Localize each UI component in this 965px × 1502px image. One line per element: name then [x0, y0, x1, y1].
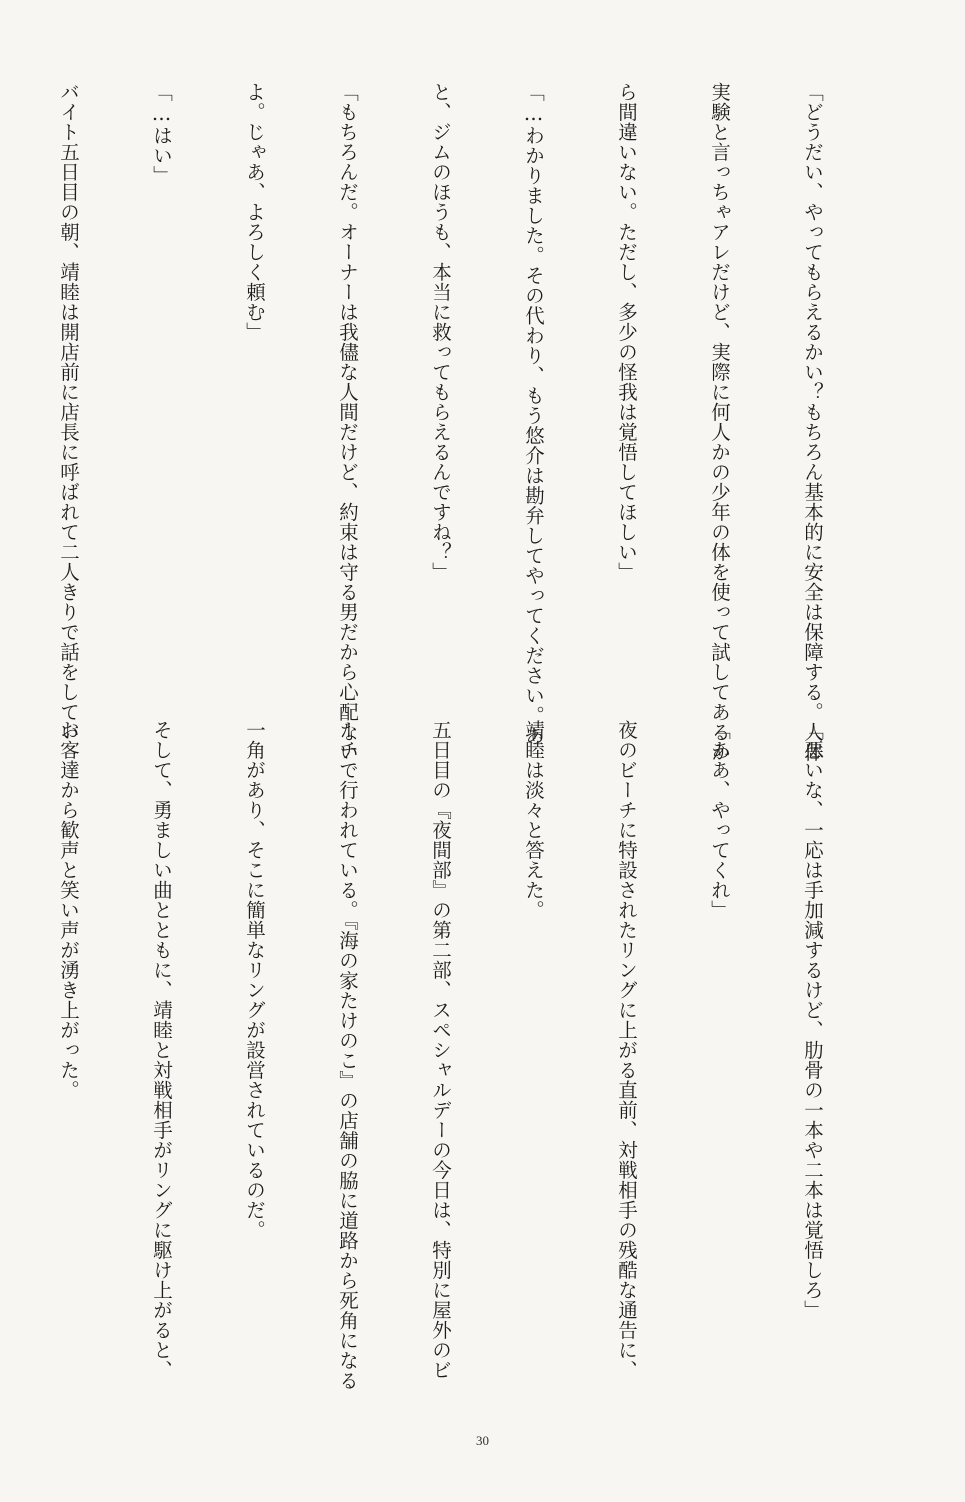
text-block-top — [57, 82, 890, 762]
text-line: ーチで行われている。『海の家たけのこ』の店舗の脇に道路から死角になる — [336, 720, 359, 1391]
text-line: 「…わかりました。その代わり、もう悠介は勘弁してやってください。あ — [522, 82, 545, 746]
text-block-bottom — [57, 720, 890, 1391]
text-line: 「ああ、やってくれ」 — [708, 720, 731, 920]
text-line: 靖睦は淡々と答えた。 — [522, 720, 545, 920]
text-line: 「…はい」 — [150, 82, 173, 186]
text-line: よ。じゃあ、よろしく頼む」 — [243, 82, 266, 342]
text-line: 「悪いな、一応は手加減するけど、肋骨の一本や二本は覚悟しろ」 — [801, 720, 824, 1320]
text-line: 一角があり、そこに簡単なリングが設営されているのだ。 — [243, 720, 266, 1240]
text-line: 「どうだい、やってもらえるかい？もちろん基本的に安全は保障する。人体 — [801, 82, 824, 762]
text-line: 五日目の『夜間部』の第二部、スペシャルデーの今日は、特別に屋外のビ — [429, 720, 452, 1380]
page-number: 30 — [476, 1433, 489, 1448]
text-line: お客達から歓声と笑い声が湧き上がった。 — [57, 720, 80, 1100]
text-line: バイト五日目の朝、靖睦は開店前に店長に呼ばれて二人きりで話をしてい — [57, 82, 80, 742]
text-line: と、ジムのほうも、本当に救ってもらえるんですね？」 — [429, 82, 452, 582]
text-line: そして、勇ましい曲とともに、靖睦と対戦相手がリングに駆け上がると、 — [150, 720, 173, 1380]
text-line: 夜のビーチに特設されたリングに上がる直前、対戦相手の残酷な通告に、 — [615, 720, 638, 1380]
text-line: ら間違いない。ただし、多少の怪我は覚悟してほしい」 — [615, 82, 638, 582]
text-line: 「もちろんだ。オーナーは我儘な人間だけど、約束は守る男だから心配ない — [336, 82, 359, 762]
text-line: 実験と言っちゃアレだけど、実際に何人かの少年の体を使って試してあるか — [708, 82, 731, 762]
